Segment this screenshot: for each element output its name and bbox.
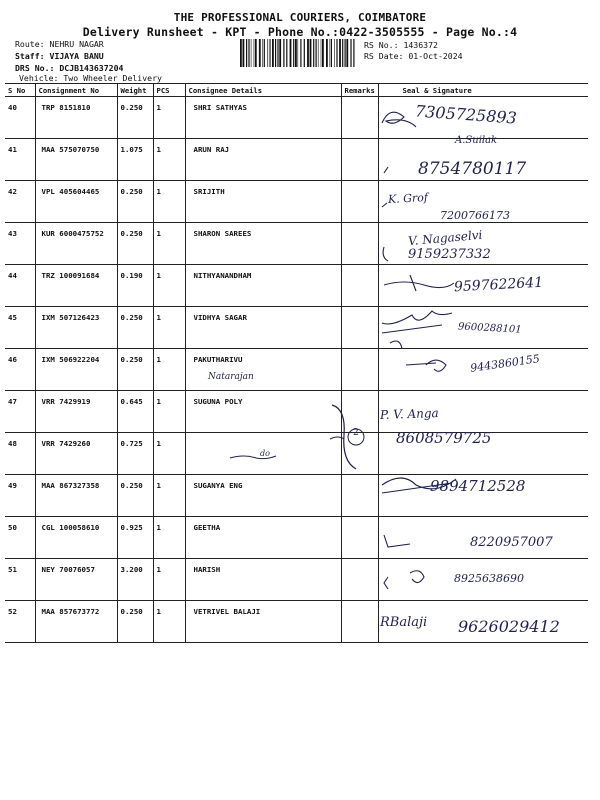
- signature-40: 7305725893: [414, 101, 518, 128]
- cell-consignment: VRR 7429260: [35, 433, 117, 475]
- cell-signature: [378, 559, 588, 601]
- signature-name-43: V. Nagaselvi: [407, 227, 483, 249]
- table-row: [5, 349, 588, 391]
- signature-name-41: A.Suilak: [455, 135, 498, 146]
- table-row: [5, 223, 588, 265]
- bracket-number: 2: [353, 428, 359, 438]
- barcode-image: [240, 39, 356, 67]
- staff-label: Staff:: [15, 51, 45, 61]
- cell-consignee: ARUN RAJ: [185, 139, 341, 181]
- cell-consignee: SHARON SAREES: [185, 223, 341, 265]
- cell-pcs: 1: [153, 559, 185, 601]
- rs-date-label: RS Date:: [364, 51, 404, 61]
- cell-consignee: PAKUTHARIVU: [185, 349, 341, 391]
- cell-weight: 0.250: [117, 601, 153, 643]
- cell-sno: 43: [5, 223, 35, 265]
- table-header-row: [5, 84, 588, 97]
- cell-signature: [378, 601, 588, 643]
- cell-pcs: 1: [153, 265, 185, 307]
- rs-date-value: 01-Oct-2024: [408, 51, 463, 61]
- signature-name-42: K. Grof: [387, 190, 429, 207]
- drs-line: [15, 63, 123, 73]
- cell-signature: [378, 223, 588, 265]
- rs-no-line: [364, 40, 438, 50]
- table-row: [5, 517, 588, 559]
- cell-remarks: [341, 265, 378, 307]
- staff-value: VIJAYA BANU: [49, 51, 104, 61]
- rs-no-label: RS No.:: [364, 40, 399, 50]
- cell-remarks: [341, 559, 378, 601]
- table-row: [5, 181, 588, 223]
- rs-no-value: 1436372: [403, 40, 438, 50]
- col-header-sno: S No: [5, 84, 35, 97]
- cell-sno: 52: [5, 601, 35, 643]
- drs-value: DCJB143637204: [59, 63, 124, 73]
- cell-sno: 46: [5, 349, 35, 391]
- cell-pcs: 1: [153, 139, 185, 181]
- cell-consignee: HARISH: [185, 559, 341, 601]
- table-row: [5, 391, 588, 433]
- table-row: [5, 139, 588, 181]
- cell-consignee: VIDHYA SAGAR: [185, 307, 341, 349]
- cell-remarks: [341, 139, 378, 181]
- cell-pcs: 1: [153, 349, 185, 391]
- vehicle-line: Vehicle: Two Wheeler Delivery: [19, 73, 162, 83]
- route-line: [15, 39, 104, 49]
- cell-weight: 0.250: [117, 181, 153, 223]
- signature-45: 9600288101: [457, 321, 522, 336]
- cell-consignment: VPL 405604465: [35, 181, 117, 223]
- cell-signature: [378, 97, 588, 139]
- cell-sno: 42: [5, 181, 35, 223]
- cell-sno: 44: [5, 265, 35, 307]
- signature-51: 8925638690: [454, 572, 524, 585]
- cell-consignee: SUGUNA POLY: [185, 391, 341, 433]
- col-header-consignment: Consignment No: [35, 84, 117, 97]
- cell-weight: 0.250: [117, 475, 153, 517]
- cell-consignment: NEY 70076057: [35, 559, 117, 601]
- cell-pcs: 1: [153, 475, 185, 517]
- cell-consignee: NITHYANANDHAM: [185, 265, 341, 307]
- table-row: [5, 559, 588, 601]
- cell-consignment: MAA 575070750: [35, 139, 117, 181]
- cell-sno: 47: [5, 391, 35, 433]
- signature-44: 9597622641: [453, 274, 544, 296]
- cell-consignment: KUR 6000475752: [35, 223, 117, 265]
- table-row: [5, 265, 588, 307]
- table-row: [5, 433, 588, 475]
- cell-consignment: IXM 507126423: [35, 307, 117, 349]
- cell-weight: 0.250: [117, 223, 153, 265]
- signature-41: 8754780117: [418, 159, 527, 179]
- signature-46: 9443860155: [469, 352, 541, 375]
- ditto-stroke: [228, 450, 278, 462]
- cell-signature: [378, 349, 588, 391]
- signature-52: 9626029412: [458, 617, 560, 636]
- cell-sno: 51: [5, 559, 35, 601]
- cell-sno: 41: [5, 139, 35, 181]
- cell-consignee: SRIJITH: [185, 181, 341, 223]
- cell-signature: [378, 265, 588, 307]
- company-title: THE PROFESSIONAL COURIERS, COIMBATORE: [173, 11, 427, 24]
- col-header-pcs: PCS: [153, 84, 185, 97]
- cell-consignee: SUGANYA ENG: [185, 475, 341, 517]
- cell-remarks: [341, 307, 378, 349]
- signature-48: 8608579725: [396, 429, 492, 447]
- cell-pcs: 1: [153, 223, 185, 265]
- cell-pcs: 1: [153, 433, 185, 475]
- cell-signature: [378, 517, 588, 559]
- cell-consignee: SHRI SATHYAS: [185, 97, 341, 139]
- col-header-remarks: Remarks: [341, 84, 378, 97]
- signature-43: 9159237332: [408, 247, 491, 262]
- cell-weight: 1.075: [117, 139, 153, 181]
- cell-sno: 50: [5, 517, 35, 559]
- cell-sno: 49: [5, 475, 35, 517]
- rs-date-line: [364, 51, 463, 61]
- cell-weight: 0.190: [117, 265, 153, 307]
- col-header-signature: Seal & Signature: [378, 84, 588, 97]
- cell-weight: 0.250: [117, 307, 153, 349]
- cell-pcs: 1: [153, 391, 185, 433]
- drs-label: DRS No.:: [15, 63, 55, 73]
- cell-consignment: TRP 8151810: [35, 97, 117, 139]
- signature-49: 9894712528: [430, 477, 526, 495]
- cell-remarks: [341, 601, 378, 643]
- cell-pcs: 1: [153, 181, 185, 223]
- cell-consignee: VETRIVEL BALAJI: [185, 601, 341, 643]
- runsheet-title: Delivery Runsheet - KPT - Phone No.:0422-3505555 - Page No.:4: [82, 25, 518, 39]
- table-row: [5, 307, 588, 349]
- cell-remarks: [341, 97, 378, 139]
- cell-weight: 0.645: [117, 391, 153, 433]
- cell-pcs: 1: [153, 307, 185, 349]
- runsheet-table: [5, 83, 588, 643]
- cell-pcs: 1: [153, 517, 185, 559]
- signature-name-52: RBalaji: [380, 615, 428, 630]
- handwritten-note-46: Natarajan: [208, 372, 254, 382]
- cell-sno: 45: [5, 307, 35, 349]
- table-row: [5, 601, 588, 643]
- cell-weight: 0.725: [117, 433, 153, 475]
- cell-consignment: MAA 867327358: [35, 475, 117, 517]
- col-header-weight: Weight: [117, 84, 153, 97]
- cell-pcs: 1: [153, 601, 185, 643]
- cell-sno: 40: [5, 97, 35, 139]
- table-row: [5, 97, 588, 139]
- cell-signature: [378, 307, 588, 349]
- cell-weight: 0.250: [117, 349, 153, 391]
- cell-consignment: VRR 7429919: [35, 391, 117, 433]
- cell-remarks: [341, 181, 378, 223]
- cell-signature: [378, 475, 588, 517]
- cell-signature: [378, 391, 588, 433]
- cell-remarks: [341, 349, 378, 391]
- cell-weight: 0.925: [117, 517, 153, 559]
- route-value: NEHRU NAGAR: [49, 39, 104, 49]
- cell-signature: [378, 433, 588, 475]
- cell-weight: 3.200: [117, 559, 153, 601]
- signature-name-47: P. V. Anga: [379, 405, 439, 423]
- col-header-consignee: Consignee Details: [185, 84, 341, 97]
- route-label: Route:: [15, 39, 45, 49]
- cell-consignee: GEETHA: [185, 517, 341, 559]
- handwritten-note-48: do: [260, 449, 270, 458]
- cell-signature: [378, 181, 588, 223]
- cell-consignment: CGL 100058610: [35, 517, 117, 559]
- cell-consignment: TRZ 100091684: [35, 265, 117, 307]
- cell-remarks: [341, 517, 378, 559]
- cell-pcs: 1: [153, 97, 185, 139]
- bracket-mark: [326, 403, 370, 475]
- cell-remarks: [341, 223, 378, 265]
- signature-42: 7200766173: [440, 209, 510, 222]
- cell-consignment: MAA 857673772: [35, 601, 117, 643]
- staff-line: [15, 51, 104, 61]
- cell-weight: 0.250: [117, 97, 153, 139]
- cell-sno: 48: [5, 433, 35, 475]
- cell-signature: [378, 139, 588, 181]
- cell-remarks: [341, 475, 378, 517]
- signature-50: 8220957007: [470, 535, 553, 550]
- table-row: [5, 475, 588, 517]
- cell-consignment: IXM 506922204: [35, 349, 117, 391]
